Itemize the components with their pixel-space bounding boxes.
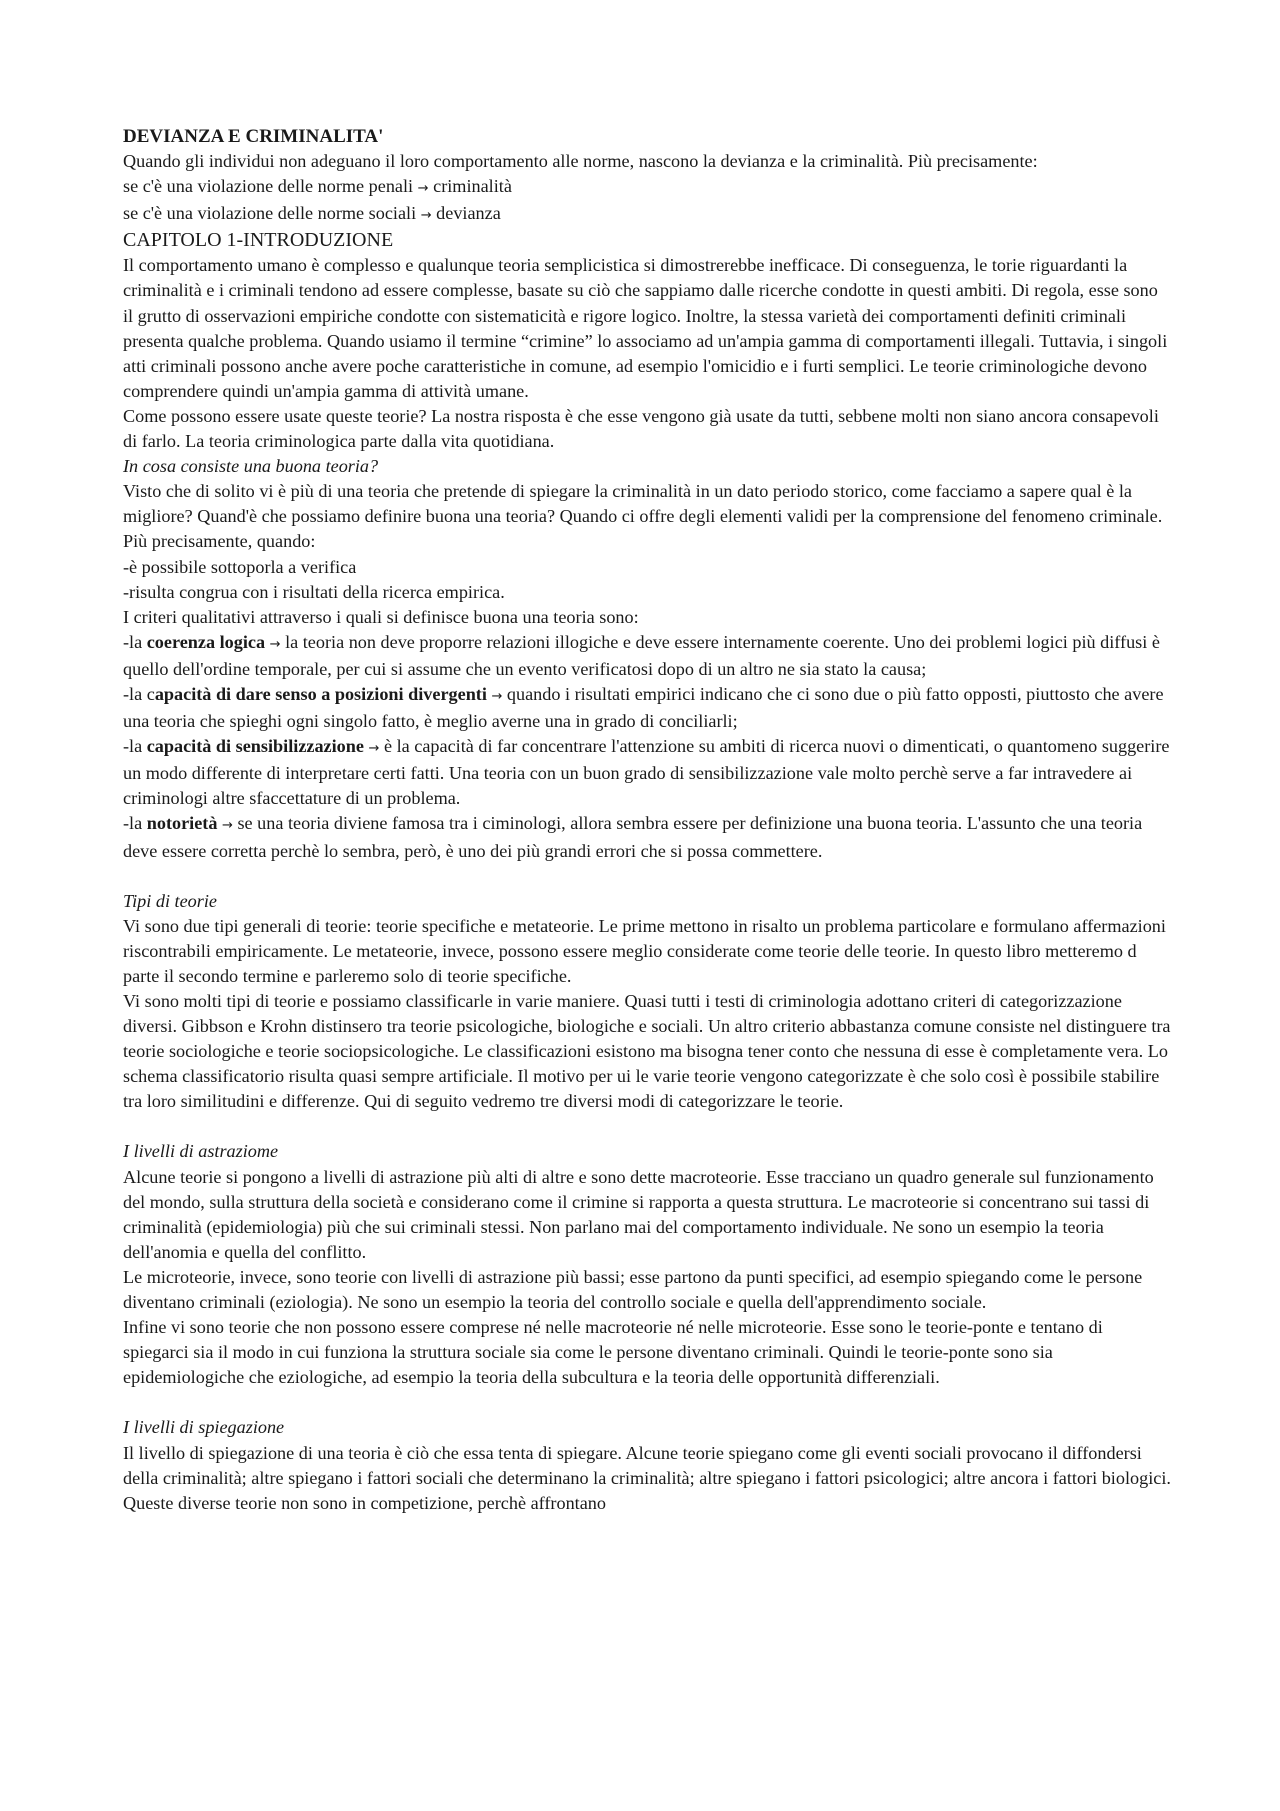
arrow-icon: → [269, 636, 281, 652]
chapter-paragraph-2: Come possono essere usate queste teorie? La nostra risposta è che esse vengono già usate da tutti, sebbene molti non siano ancora consapevoli di farlo. La teoria criminologica parte dalla vita quotidiana. [123, 405, 1159, 452]
criterion-logical-coherence: -la coerenza logica → la teoria non deve proporre relazioni illogiche e deve essere internamente coerente. Uno dei problemi logici più diffusi è quello dell'ordine temporale, per cui si assume che un evento verificatosi dopo di un altro ne sia stato la causa; [123, 631, 1160, 679]
chapter-title: CAPITOLO 1-INTRODUZIONE [123, 229, 394, 252]
arrow-icon: → [417, 181, 429, 197]
arrow-icon: → [491, 688, 503, 704]
abstraction-paragraph-3: Infine vi sono teorie che non possono essere comprese né nelle macroteorie né nelle microteorie. Esse sono le teorie-ponte e tentano di spiegarci sia il modo in cui funziona la struttura sociale sia come le persone diventano criminali. Quindi le teorie-ponte sono sia epidemiologiche che eziologiche, ad esempio la teoria della subcultura e la teoria delle opportunità differenziali. [123, 1317, 1103, 1388]
explanation-paragraph-1: Il livello di spiegazione di una teoria è ciò che essa tenta di spiegare. Alcune teorie spiegano come gli eventi sociali provocano il diffondersi della criminalità; altre spiegano i fattori sociali che determinano la criminalità; altre spiegano i fattori psicologici; altre ancora i fattori biologici. Queste diverse teorie non sono in competizione, perchè affrontano [123, 1442, 1171, 1513]
good-theory-item-1: -è possibile sottoporla a verifica [123, 556, 357, 577]
document-page [123, 124, 1171, 1516]
abstraction-paragraph-2: Le microteorie, invece, sono teorie con livelli di astrazione più bassi; esse partono da punti specifici, ad esempio spiegando come le persone diventano criminali (eziologia). Ne sono un esempio la teoria del controllo sociale e quella dell'apprendimento sociale. [123, 1266, 1143, 1313]
types-paragraph-1: Vi sono due tipi generali di teorie: teorie specifiche e metateorie. Le prime mettono in risalto un problema particolare e formulano affermazioni riscontrabili empiricamente. Le metateorie, invece, possono essere meglio considerate come teorie delle teorie. In questo libro metteremo d parte il secondo termine e parleremo solo di teorie specifiche. [123, 915, 1166, 986]
section-heading-explanation: I livelli di spiegazione [123, 1417, 285, 1438]
arrow-icon: → [368, 741, 380, 757]
good-theory-paragraph: Visto che di solito vi è più di una teoria che pretende di spiegare la criminalità in un dato periodo storico, come facciamo a sapere qual è la migliore? Quand'è che possiamo definire buona una teoria? Quando ci offre degli elementi validi per la comprensione del fenomeno criminale. Più precisamente, quando: [123, 481, 1163, 552]
arrow-icon: → [222, 818, 233, 834]
section-heading-abstraction: I livelli di astraziome [123, 1141, 279, 1162]
criteria-intro: I criteri qualitativi attraverso i quali si definisce buona una teoria sono: [123, 606, 639, 627]
good-theory-item-2: -risulta congrua con i risultati della ricerca empirica. [123, 581, 505, 602]
arrow-icon: → [420, 208, 432, 224]
criterion-divergent-positions: -la capacità di dare senso a posizioni divergenti → quando i risultati empirici indicano che ci sono due o più fatto opposti, piuttosto che avere una teoria che spieghi ogni singolo fatto, è meglio averne una in grado di conciliarli; [123, 683, 1164, 732]
intro-line-social: se c'è una violazione delle norme sociali → devianza [123, 203, 501, 224]
chapter-paragraph-1: Il comportamento umano è complesso e qualunque teoria semplicistica si dimostrerebbe inefficace. Di conseguenza, le torie riguardanti la criminalità e i criminali tendono ad essere complesse, basate su ciò che sappiamo dalle ricerche condotte in questi ambiti. Di regola, esse sono il grutto di osservazioni empiriche condotte con sistematicità e rigore logico. Inoltre, la stessa varietà dei comportamenti definiti criminali presenta qualche problema. Quando usiamo il termine “crimine” lo associamo ad un'ampia gamma di comportamenti illegali. Tuttavia, i singoli atti criminali possono anche avere poche caratteristiche in comune, ad esempio l'omicidio e i furti semplici. Le teorie criminologiche devono comprendere quindi un'ampia gamma di attività umane. [123, 255, 1168, 401]
section-heading-good-theory: In cosa consiste una buona teoria? [123, 456, 379, 477]
section-heading-theory-types: Tipi di teorie [123, 890, 217, 911]
document-title: DEVIANZA E CRIMINALITA' [123, 126, 384, 147]
criterion-notoriety: -la notorietà → se una teoria diviene famosa tra i ciminologi, allora sembra essere per definizione una buona teoria. L'assunto che una teoria deve essere corretta perchè lo sembra, però, è uno dei più grandi errori che si possa commettere. [123, 813, 1143, 861]
abstraction-paragraph-1: Alcune teorie si pongono a livelli di astrazione più alti di altre e sono dette macroteorie. Esse tracciano un quadro generale sul funzionamento del mondo, sulla struttura della società e considerano come il crimine si rapporta a questa struttura. Le macroteorie si concentrano sui tassi di criminalità (epidemiologia) più che sui criminali stessi. Non parlano mai del comportamento individuale. Ne sono un esempio la teoria dell'anomia e quella del conflitto. [123, 1166, 1154, 1262]
intro-paragraph: Quando gli individui non adeguano il loro comportamento alle norme, nascono la devianza e la criminalità. Più precisamente: [123, 151, 1038, 172]
criterion-sensitization: -la capacità di sensibilizzazione → è la capacità di far concentrare l'attenzione su ambiti di ricerca nuovi o dimenticati, o quantomeno suggerire un modo differente di interpretare certi fatti. Una teoria con un buon grado di sensibilizzazione vale molto perchè serve a far intravedere ai criminologi altre sfaccettature di un problema. [123, 736, 1170, 809]
intro-line-penal: se c'è una violazione delle norme penali → criminalità [123, 176, 512, 197]
types-paragraph-2: Vi sono molti tipi di teorie e possiamo classificarle in varie maniere. Quasi tutti i testi di criminologia adottano criteri di categorizzazione diversi. Gibbson e Krohn distinsero tra teorie psicologiche, biologiche e sociali. Un altro criterio abbastanza comune consiste nel distinguere tra teorie sociologiche e teorie sociopsicologiche. Le classificazioni esistono ma bisogna tener conto che nessuna di esse è completamente vera. Lo schema classificatorio risulta quasi sempre artificiale. Il motivo per ui le varie teorie vengono categorizzate è che solo così è possibile stabilire tra loro similitudini e differenze. Qui di seguito vedremo tre diversi modi di categorizzare le teorie. [123, 991, 1171, 1112]
